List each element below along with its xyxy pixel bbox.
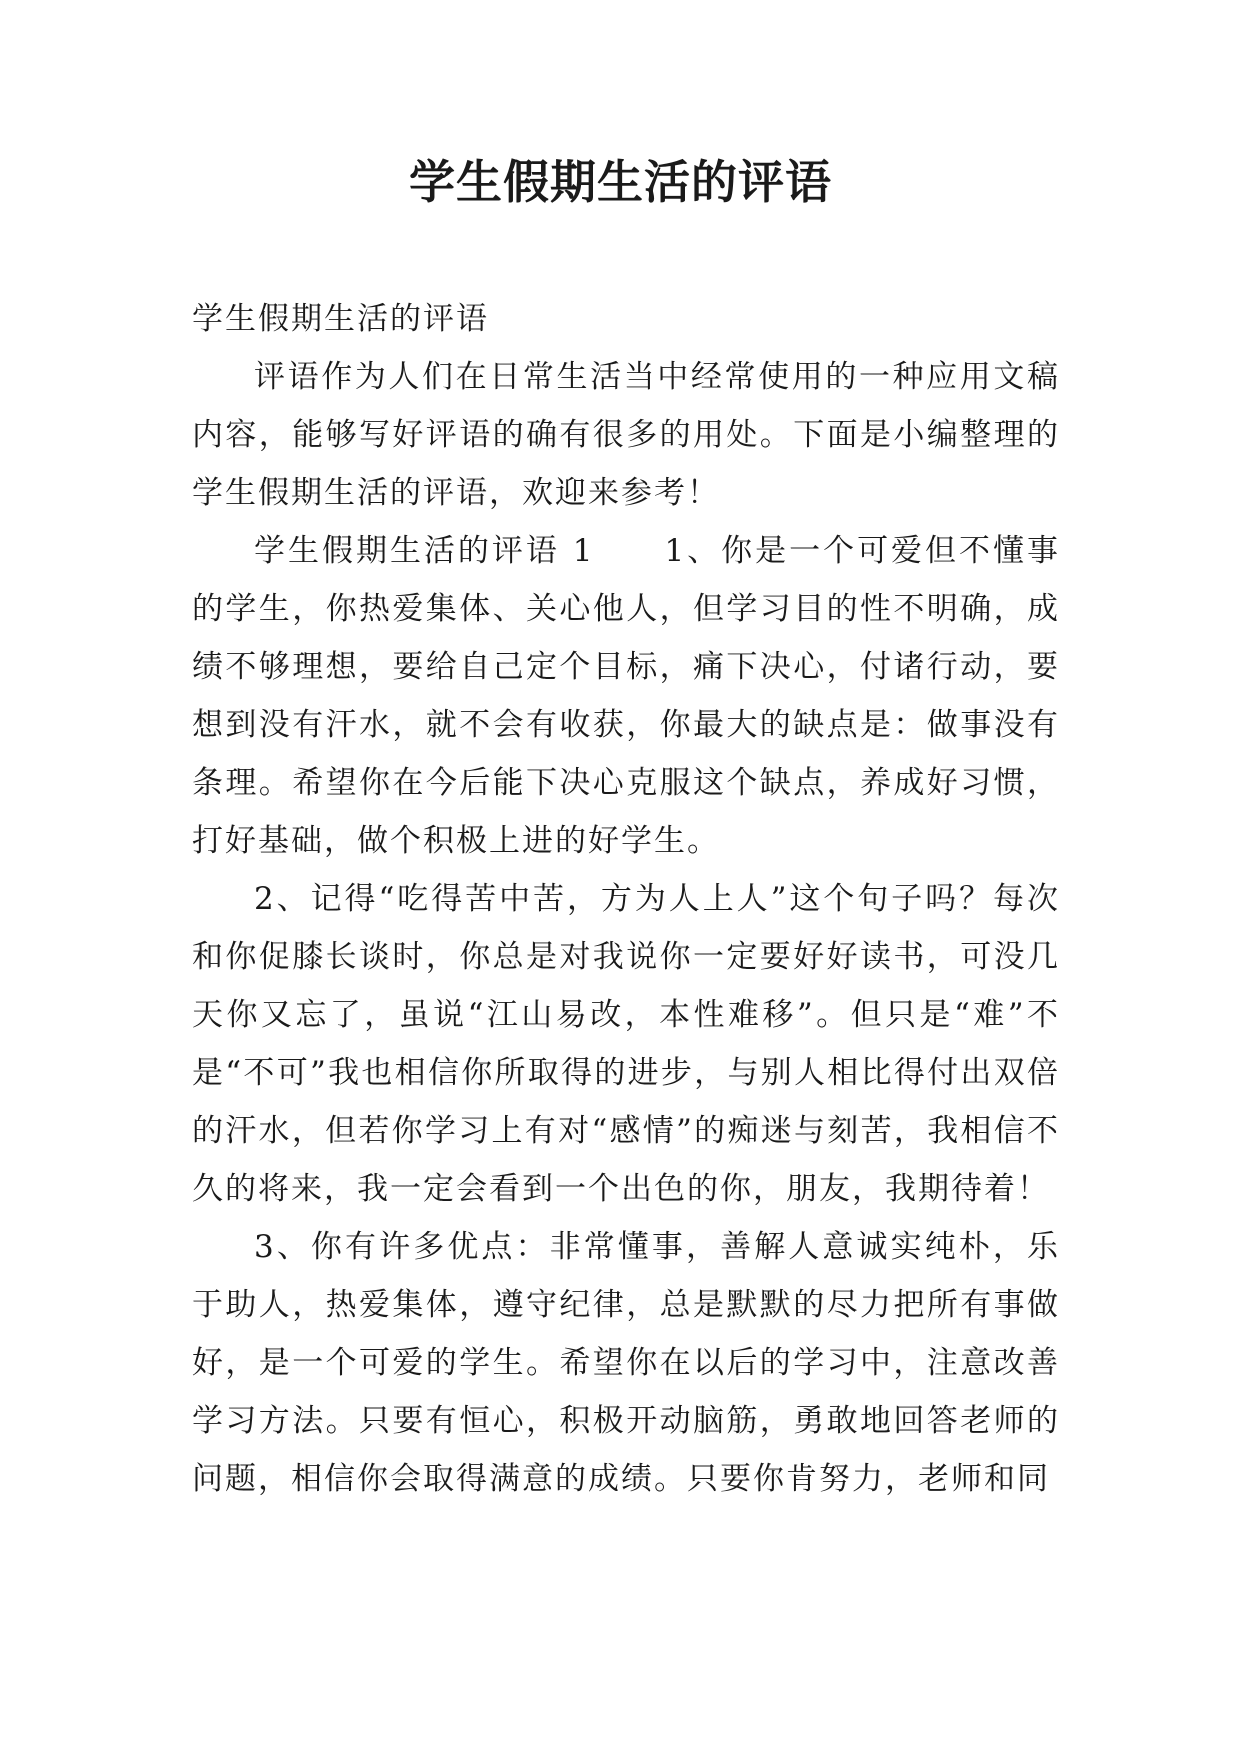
document-title: 学生假期生活的评语 (409, 155, 832, 209)
comment-paragraph-3: 3、你有许多优点：非常懂事，善解人意诚实纯朴，乐于助人，热爱集体，遵守纪律，总是默默的尽力把所有事做好，是一个可爱的学生。希望你在以后的学习中，注意改善学习方法。只要有恒心，积极开动脑筋，勇敢地回答老师的问题，相信你会取得满意的成绩。只要你肯努力，老师和同 (192, 1229, 1060, 1497)
intro-paragraph: 评语作为人们在日常生活当中经常使用的一种应用文稿内容，能够写好评语的确有很多的用处。下面是小编整理的学生假期生活的评语，欢迎来参考！ (192, 359, 1060, 511)
comment-1-text: 1、你是一个可爱但不懂事的学生，你热爱集体、关心他人，但学习目的性不明确，成绩不够理想，要给自己定个目标，痛下决心，付诸行动，要想到没有汗水，就不会有收获，你最大的缺点是：做事没有条理。希望你在今后能下决心克服这个缺点，养成好习惯，打好基础，做个积极上进的好学生。 (192, 533, 1060, 859)
comment-paragraph-1 (192, 522, 1060, 870)
document-body (192, 290, 1060, 1508)
document-subtitle: 学生假期生活的评语 (192, 301, 489, 337)
comment-paragraph-2: 2、记得“吃得苦中苦，方为人上人”这个句子吗？每次和你促膝长谈时，你总是对我说你一定要好好读书，可没几天你又忘了，虽说“江山易改，本性难移”。但只是“难”不是“不可”我也相信你所取得的进步，与别人相比得付出双倍的汗水，但若你学习上有对“感情”的痴迷与刻苦，我相信不久的将来，我一定会看到一个出色的你，朋友，我期待着！ (192, 881, 1060, 1207)
section-heading: 学生假期生活的评语 1 (254, 533, 595, 569)
